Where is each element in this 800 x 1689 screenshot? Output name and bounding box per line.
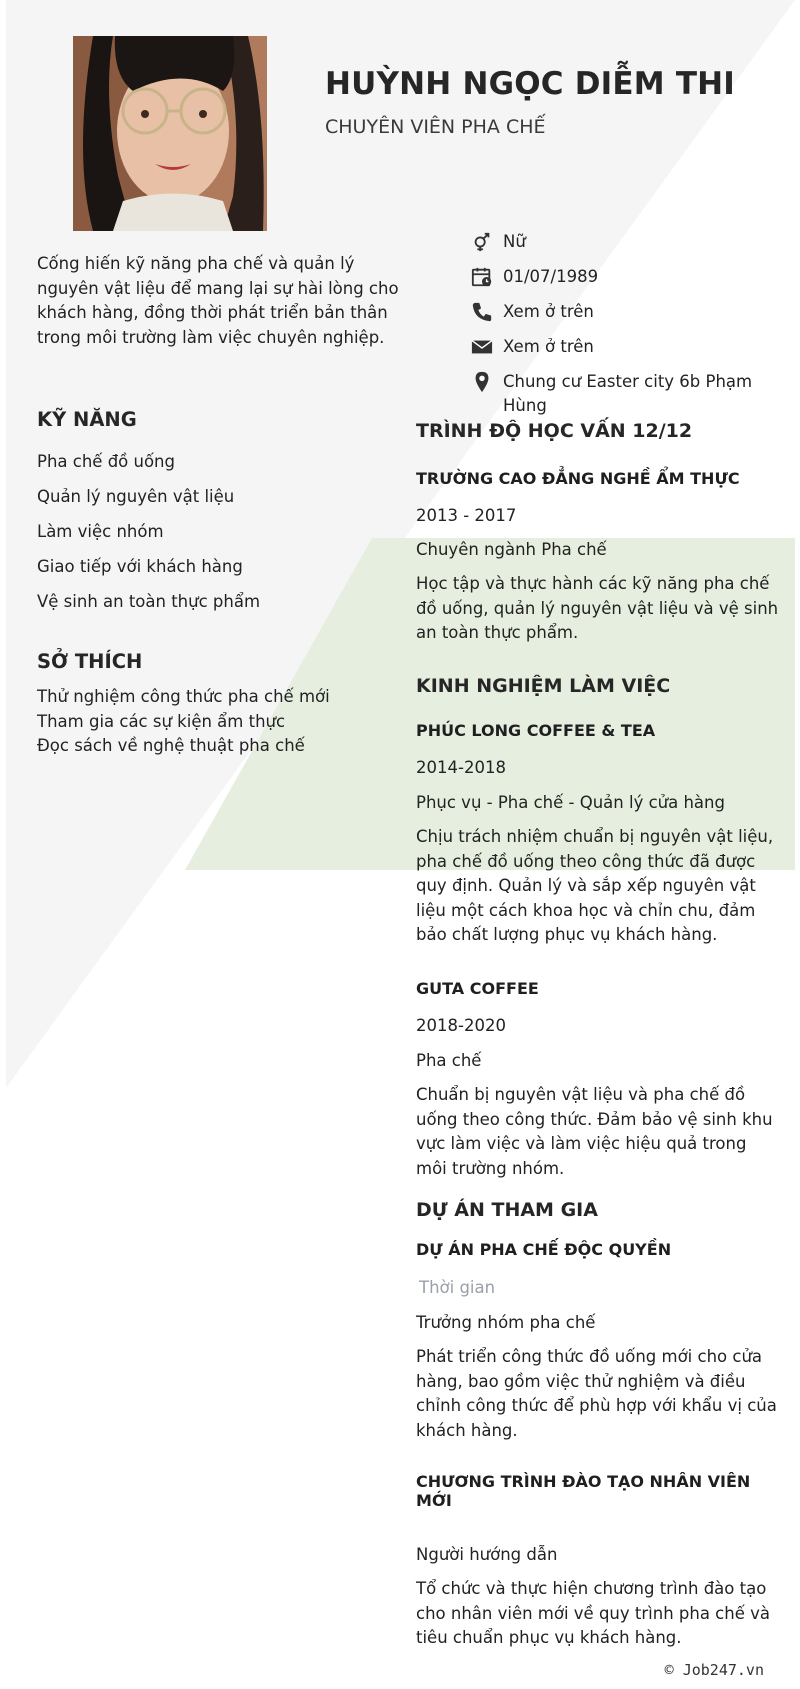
footer-copyright: © Job247.vn xyxy=(664,1661,764,1679)
hobby-item: Thử nghiệm công thức pha chế mới xyxy=(37,687,330,706)
gender-value: Nữ xyxy=(503,232,526,251)
phone-icon xyxy=(471,300,503,324)
project-role: Trưởng nhóm pha chế xyxy=(416,1313,596,1332)
hobbies-heading: SỞ THÍCH xyxy=(37,650,143,673)
projects-heading: DỰ ÁN THAM GIA xyxy=(416,1199,598,1221)
project-name: CHƯƠNG TRÌNH ĐÀO TẠO NHÂN VIÊN MỚI xyxy=(416,1472,751,1510)
job-period: 2014-2018 xyxy=(416,758,506,777)
career-objective: Cống hiến kỹ năng pha chế và quản lý nguyên vật liệu để mang lại sự hài lòng cho khách hàng, đồng thời phát triển bản thân trong môi trường làm việc chuyên nghiệp. xyxy=(37,254,399,347)
experience-heading: KINH NGHIỆM LÀM VIỆC xyxy=(416,675,671,697)
contact-phone xyxy=(471,300,771,324)
email-icon xyxy=(471,335,503,359)
job-company: PHÚC LONG COFFEE & TEA xyxy=(416,721,656,740)
contact-gender xyxy=(471,230,771,254)
contact-birthday xyxy=(471,265,771,289)
contact-email xyxy=(471,335,771,359)
education-description: Học tập và thực hành các kỹ năng pha chế đồ uống, quản lý nguyên vật liệu và vệ sinh an toàn thực phẩm. xyxy=(416,574,779,643)
skill-item: Vệ sinh an toàn thực phẩm xyxy=(37,592,261,611)
skill-item: Pha chế đồ uống xyxy=(37,452,175,471)
hobby-item: Tham gia các sự kiện ẩm thực xyxy=(37,711,286,731)
email-value: Xem ở trên xyxy=(503,337,594,356)
contact-info xyxy=(471,230,771,429)
education-school: TRƯỜNG CAO ĐẲNG NGHỀ ẨM THỰC xyxy=(416,469,740,488)
education-heading: TRÌNH ĐỘ HỌC VẤN 12/12 xyxy=(416,420,693,442)
skill-item: Giao tiếp với khách hàng xyxy=(37,557,243,576)
project-time: Thời gian xyxy=(419,1278,496,1297)
skill-item: Làm việc nhóm xyxy=(37,522,164,541)
birthday-value: 01/07/1989 xyxy=(503,267,599,286)
phone-value: Xem ở trên xyxy=(503,302,594,321)
hobby-item: Đọc sách về nghệ thuật pha chế xyxy=(37,736,305,756)
gender-icon xyxy=(471,230,503,254)
skills-list xyxy=(37,450,397,625)
job-title: CHUYÊN VIÊN PHA CHẾ xyxy=(325,116,546,138)
calendar-icon xyxy=(471,265,503,289)
job-company: GUTA COFFEE xyxy=(416,979,539,998)
project-description: Tổ chức và thực hiện chương trình đào tạo cho nhân viên mới về quy trình pha chế và tiêu chuẩn phục vụ khách hàng. xyxy=(416,1579,770,1648)
profile-photo xyxy=(73,36,267,231)
location-icon xyxy=(471,370,503,394)
hobbies-list xyxy=(37,685,397,759)
skill-item: Quản lý nguyên vật liệu xyxy=(37,487,235,506)
job-position: Phục vụ - Pha chế - Quản lý cửa hàng xyxy=(416,793,725,812)
project-description: Phát triển công thức đồ uống mới cho cửa hàng, bao gồm việc thử nghiệm và điều chỉnh công thức để phù hợp với khẩu vị của khách hàng. xyxy=(416,1347,777,1440)
job-period: 2018-2020 xyxy=(416,1016,506,1035)
education-major: Chuyên ngành Pha chế xyxy=(416,540,607,559)
project-role: Người hướng dẫn xyxy=(416,1545,558,1564)
job-description: Chuẩn bị nguyên vật liệu và pha chế đồ uống theo công thức. Đảm bảo vệ sinh khu vực làm việc và làm việc hiệu quả trong môi trường nhóm. xyxy=(416,1085,773,1178)
skills-heading: KỸ NĂNG xyxy=(37,408,137,431)
education-period: 2013 - 2017 xyxy=(416,506,517,525)
contact-address xyxy=(471,370,771,418)
project-name: DỰ ÁN PHA CHẾ ĐỘC QUYỀN xyxy=(416,1240,672,1259)
candidate-name: HUỲNH NGỌC DIỄM THI xyxy=(325,66,736,102)
job-description: Chịu trách nhiệm chuẩn bị nguyên vật liệu, pha chế đồ uống theo công thức đã được quy định. Quản lý và sắp xếp nguyên vật liệu một cách khoa học và chỉn chu, đảm bảo chất lượng phục vụ khách hàng. xyxy=(416,827,774,945)
address-value: Chung cư Easter city 6b Phạm Hùng xyxy=(503,372,753,415)
job-position: Pha chế xyxy=(416,1051,482,1070)
